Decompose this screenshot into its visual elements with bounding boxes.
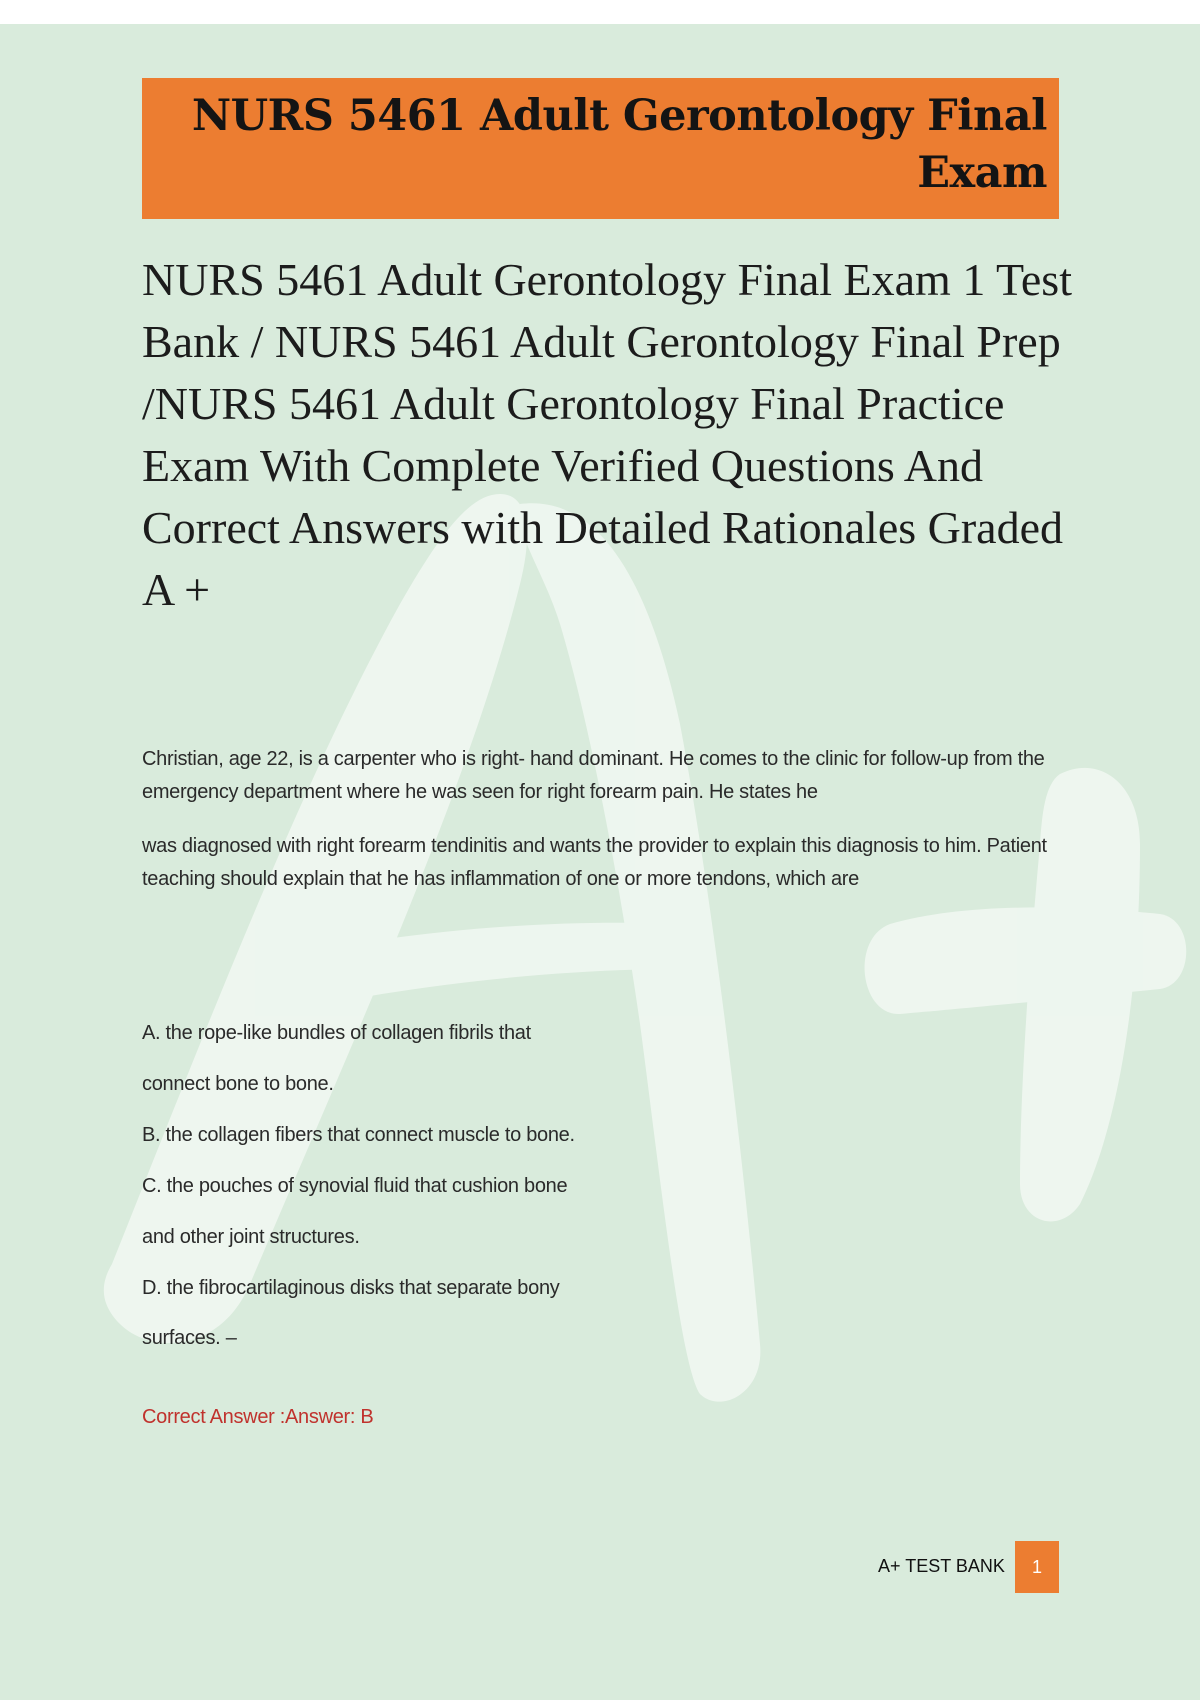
correct-answer: Correct Answer :Answer: B [142, 1406, 374, 1428]
option-c-line1: C. the pouches of synovial fluid that cushion bone [142, 1175, 568, 1197]
option-c-line2: and other joint structures. [142, 1226, 360, 1248]
footer-label: A+ TEST BANK [878, 1556, 1005, 1576]
option-a-line1: A. the rope-like bundles of collagen fibrils that [142, 1022, 531, 1044]
option-d-line1: D. the fibrocartilaginous disks that separate bony [142, 1277, 560, 1299]
header-banner [142, 78, 1059, 219]
question-stem-part1: Christian, age 22, is a carpenter who is right- hand dominant. He comes to the clinic for follow-up from the emergency department where he was seen for right forearm pain. He states he [142, 748, 1045, 803]
option-a-line2: connect bone to bone. [142, 1073, 334, 1095]
option-b: B. the collagen fibers that connect muscle to bone. [142, 1124, 575, 1146]
document-title: NURS 5461 Adult Gerontology Final Exam [191, 91, 1047, 198]
document-page [0, 24, 1200, 1700]
question-stem-part2: was diagnosed with right forearm tendinitis and wants the provider to explain this diagnosis to him. Patient teaching should explain that he has inflammation of one or more tendons, which are [142, 835, 1047, 890]
option-d-line2: surfaces. – [142, 1327, 237, 1349]
document-subtitle: NURS 5461 Adult Gerontology Final Exam 1 Test Bank / NURS 5461 Adult Gerontology Final Prep /NURS 5461 Adult Gerontology Final Practice Exam With Complete Verified Questions And Correct Answers with Detailed Rationales Graded A + [142, 254, 1072, 615]
page-number: 1 [1015, 1541, 1059, 1593]
